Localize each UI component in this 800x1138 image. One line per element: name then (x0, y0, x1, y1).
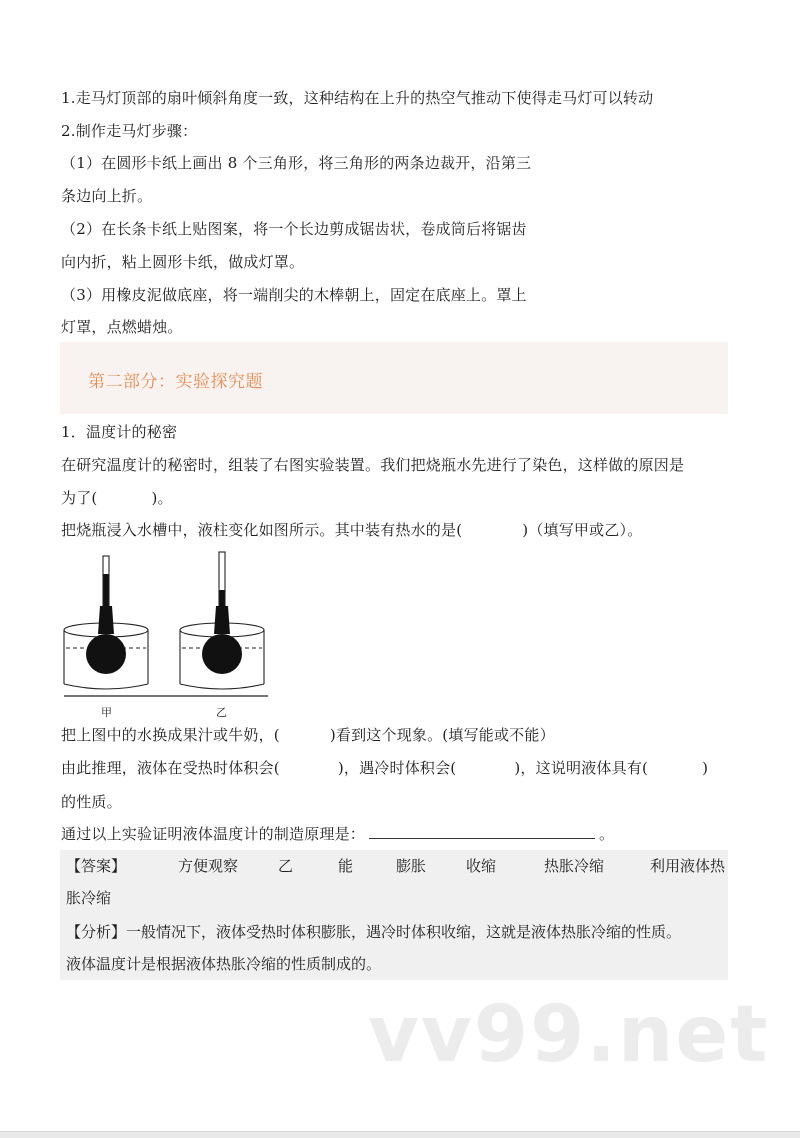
text-line: （2）在长条卡纸上贴图案，将一个长边剪成锯齿状，卷成筒后将锯齿 (61, 220, 527, 238)
section-banner (60, 342, 728, 414)
text-line: 灯罩，点燃蜡烛。 (61, 318, 183, 336)
text-segment: 由此推理，液体在受热时体积会( (61, 759, 280, 777)
answer-item: 能 (338, 857, 354, 875)
text-segment: ) (702, 759, 709, 777)
answer-underline (369, 824, 595, 839)
text-segment: 通过以上实验证明液体温度计的制造原理是： (61, 825, 366, 843)
answer-item: 方便观察 (178, 857, 239, 875)
text-segment: )看到这个现象。(填写能或不能） (329, 726, 555, 744)
text-segment: 。 (599, 825, 615, 843)
section-title: 第二部分：实验探究题 (88, 372, 263, 392)
answer-item: 乙 (278, 857, 294, 875)
text-segment: 把烧瓶浸入水槽中，液柱变化如图所示。其中装有热水的是( (61, 521, 463, 539)
text-line: （1）在圆形卡纸上画出 8 个三角形，将三角形的两条边裁开，沿第三 (61, 154, 532, 172)
question-line (61, 488, 173, 508)
vessel-left (64, 556, 148, 689)
text-line: 的性质。 (61, 793, 122, 811)
answer-wrap: 胀冷缩 (66, 889, 112, 907)
text-segment: )。 (151, 489, 173, 507)
text-segment: )（填写甲或乙）。 (522, 521, 643, 539)
watermark: vv99.net (368, 990, 770, 1080)
answer-item: 热胀冷缩 (544, 857, 605, 875)
thermometer-flask-figure (62, 548, 274, 718)
figure-label-left: 甲 (101, 706, 112, 719)
question-line (61, 725, 555, 745)
answer-item: 膨胀 (396, 857, 427, 875)
question-line (61, 520, 642, 540)
text-segment: 为了( (61, 489, 98, 507)
text-line: （3）用橡皮泥做底座，将一端削尖的木棒朝上，固定在底座上。罩上 (61, 286, 527, 304)
question-line (61, 758, 708, 778)
text-line: 条边向上折。 (61, 187, 153, 205)
text-segment: )，遇冷时体积会( (337, 759, 457, 777)
analysis-line: 液体温度计是根据液体热胀冷缩的性质制成的。 (66, 955, 382, 973)
answer-label: 【答案】 (66, 857, 127, 875)
question-line (61, 824, 614, 844)
text-segment: 把上图中的水换成果汁或牛奶，( (61, 726, 280, 744)
answer-box (60, 850, 728, 980)
figure-label-right: 乙 (216, 706, 227, 719)
text-line: 1.走马灯顶部的扇叶倾斜角度一致，这种结构在上升的热空气推动下使得走马灯可以转动 (61, 89, 654, 107)
text-line: 向内折，粘上圆形卡纸，做成灯罩。 (61, 253, 305, 271)
answer-item: 收缩 (466, 857, 497, 875)
analysis-line: 【分析】一般情况下，液体受热时体积膨胀，遇冷时体积收缩，这就是液体热胀冷缩的性质。 (66, 923, 682, 941)
question-title: 1．温度计的秘密 (61, 423, 178, 441)
text-segment: )，这说明液体具有( (514, 759, 649, 777)
answer-item: 利用液体热 (650, 857, 726, 875)
vessel-right (180, 552, 264, 689)
answer-row (66, 856, 726, 876)
text-line: 在研究温度计的秘密时，组装了右图实验装置。我们把烧瓶水先进行了染色，这样做的原因是 (61, 456, 685, 474)
text-line: 2.制作走马灯步骤： (61, 122, 198, 140)
flask-diagram (62, 548, 274, 718)
